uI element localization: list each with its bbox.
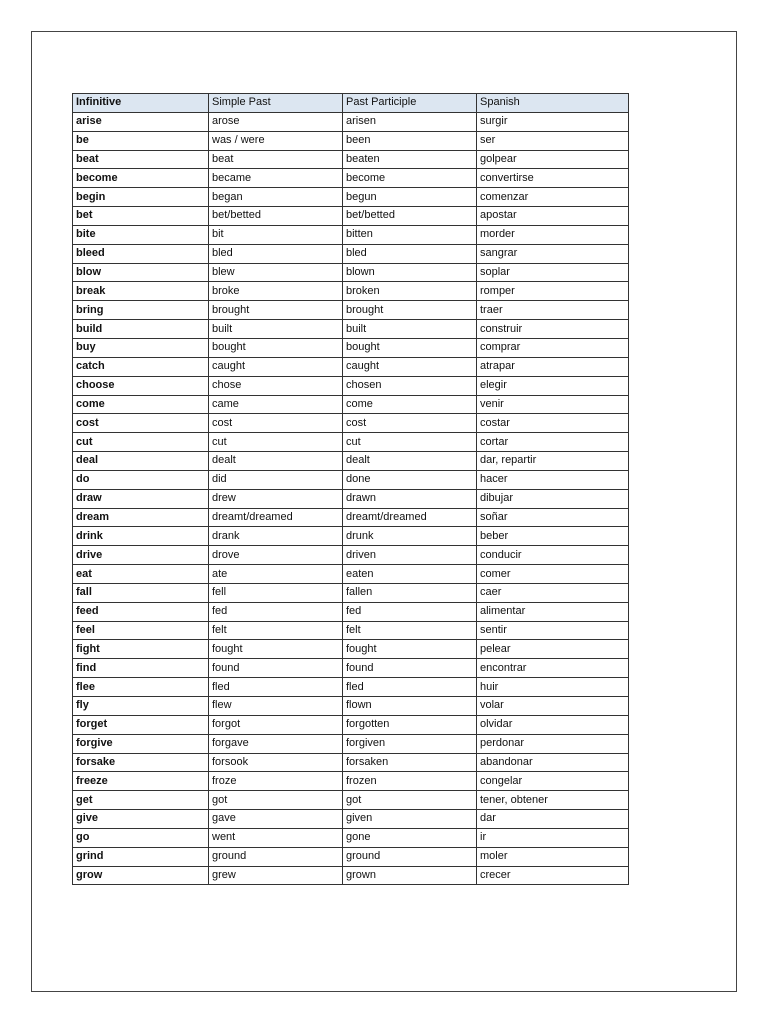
cell-infinitive: come (73, 395, 209, 414)
cell-spanish: sentir (477, 621, 629, 640)
cell-spanish: comenzar (477, 188, 629, 207)
cell-spanish: romper (477, 282, 629, 301)
table-row (73, 772, 629, 791)
table-row (73, 301, 629, 320)
cell-past-participle: grown (343, 866, 477, 885)
cell-past-participle: driven (343, 546, 477, 565)
cell-past-participle: felt (343, 621, 477, 640)
table-row (73, 131, 629, 150)
cell-spanish: conducir (477, 546, 629, 565)
table-row (73, 734, 629, 753)
document-page (31, 31, 737, 992)
table-row (73, 508, 629, 527)
cell-past-participle: bought (343, 338, 477, 357)
cell-spanish: beber (477, 527, 629, 546)
cell-spanish: sangrar (477, 244, 629, 263)
cell-past-participle: drawn (343, 489, 477, 508)
cell-spanish: abandonar (477, 753, 629, 772)
cell-spanish: tener, obtener (477, 791, 629, 810)
cell-spanish: golpear (477, 150, 629, 169)
cell-infinitive: bring (73, 301, 209, 320)
cell-simple-past: was / were (209, 131, 343, 150)
cell-simple-past: cost (209, 414, 343, 433)
cell-spanish: dar, repartir (477, 452, 629, 471)
cell-simple-past: fed (209, 602, 343, 621)
cell-infinitive: find (73, 659, 209, 678)
cell-simple-past: broke (209, 282, 343, 301)
cell-infinitive: drink (73, 527, 209, 546)
cell-infinitive: choose (73, 376, 209, 395)
cell-simple-past: felt (209, 621, 343, 640)
cell-simple-past: forgot (209, 715, 343, 734)
cell-simple-past: forgave (209, 734, 343, 753)
table-row (73, 753, 629, 772)
cell-infinitive: cost (73, 414, 209, 433)
table-row (73, 338, 629, 357)
cell-infinitive: dream (73, 508, 209, 527)
table-row (73, 150, 629, 169)
cell-past-participle: dreamt/dreamed (343, 508, 477, 527)
cell-simple-past: went (209, 828, 343, 847)
cell-past-participle: blown (343, 263, 477, 282)
cell-infinitive: grow (73, 866, 209, 885)
table-row (73, 602, 629, 621)
cell-past-participle: fed (343, 602, 477, 621)
cell-past-participle: done (343, 470, 477, 489)
cell-past-participle: found (343, 659, 477, 678)
table-row (73, 376, 629, 395)
irregular-verbs-table (72, 93, 629, 885)
cell-infinitive: forget (73, 715, 209, 734)
cell-spanish: elegir (477, 376, 629, 395)
table-row (73, 169, 629, 188)
table-header-row (73, 94, 629, 113)
cell-infinitive: catch (73, 357, 209, 376)
cell-infinitive: be (73, 131, 209, 150)
cell-spanish: dibujar (477, 489, 629, 508)
cell-past-participle: begun (343, 188, 477, 207)
cell-spanish: costar (477, 414, 629, 433)
cell-past-participle: come (343, 395, 477, 414)
cell-simple-past: brought (209, 301, 343, 320)
cell-infinitive: buy (73, 338, 209, 357)
cell-infinitive: break (73, 282, 209, 301)
cell-simple-past: froze (209, 772, 343, 791)
cell-past-participle: drunk (343, 527, 477, 546)
cell-spanish: traer (477, 301, 629, 320)
cell-spanish: olvidar (477, 715, 629, 734)
cell-infinitive: go (73, 828, 209, 847)
cell-simple-past: drank (209, 527, 343, 546)
cell-past-participle: become (343, 169, 477, 188)
cell-infinitive: feel (73, 621, 209, 640)
cell-spanish: ser (477, 131, 629, 150)
cell-past-participle: brought (343, 301, 477, 320)
cell-infinitive: give (73, 810, 209, 829)
table-row (73, 565, 629, 584)
cell-past-participle: cut (343, 433, 477, 452)
cell-spanish: moler (477, 847, 629, 866)
table-row (73, 546, 629, 565)
cell-past-participle: forgotten (343, 715, 477, 734)
cell-infinitive: do (73, 470, 209, 489)
cell-infinitive: fly (73, 697, 209, 716)
cell-past-participle: chosen (343, 376, 477, 395)
cell-spanish: alimentar (477, 602, 629, 621)
cell-spanish: venir (477, 395, 629, 414)
cell-infinitive: arise (73, 112, 209, 131)
table-row (73, 188, 629, 207)
cell-past-participle: forgiven (343, 734, 477, 753)
cell-simple-past: cut (209, 433, 343, 452)
cell-spanish: ir (477, 828, 629, 847)
table-row (73, 357, 629, 376)
cell-past-participle: bled (343, 244, 477, 263)
cell-spanish: pelear (477, 640, 629, 659)
table-row (73, 866, 629, 885)
table-row (73, 810, 629, 829)
cell-spanish: soñar (477, 508, 629, 527)
cell-simple-past: flew (209, 697, 343, 716)
cell-simple-past: chose (209, 376, 343, 395)
table-row (73, 470, 629, 489)
cell-infinitive: drive (73, 546, 209, 565)
cell-past-participle: frozen (343, 772, 477, 791)
cell-spanish: surgir (477, 112, 629, 131)
cell-simple-past: bet/betted (209, 207, 343, 226)
cell-infinitive: bleed (73, 244, 209, 263)
cell-infinitive: bite (73, 225, 209, 244)
cell-spanish: congelar (477, 772, 629, 791)
table-row (73, 433, 629, 452)
cell-spanish: apostar (477, 207, 629, 226)
cell-simple-past: drove (209, 546, 343, 565)
cell-infinitive: cut (73, 433, 209, 452)
table-row (73, 697, 629, 716)
table-row (73, 207, 629, 226)
cell-past-participle: fled (343, 678, 477, 697)
cell-spanish: cortar (477, 433, 629, 452)
cell-spanish: volar (477, 697, 629, 716)
cell-infinitive: become (73, 169, 209, 188)
table-row (73, 395, 629, 414)
table-row (73, 489, 629, 508)
cell-simple-past: fell (209, 583, 343, 602)
cell-simple-past: bit (209, 225, 343, 244)
cell-spanish: convertirse (477, 169, 629, 188)
cell-spanish: comprar (477, 338, 629, 357)
cell-spanish: huir (477, 678, 629, 697)
cell-infinitive: flee (73, 678, 209, 697)
table-body (73, 112, 629, 885)
cell-spanish: crecer (477, 866, 629, 885)
cell-infinitive: fall (73, 583, 209, 602)
cell-simple-past: fought (209, 640, 343, 659)
cell-past-participle: ground (343, 847, 477, 866)
cell-infinitive: get (73, 791, 209, 810)
cell-simple-past: dreamt/dreamed (209, 508, 343, 527)
cell-spanish: morder (477, 225, 629, 244)
table-row (73, 847, 629, 866)
table-row (73, 282, 629, 301)
cell-infinitive: feed (73, 602, 209, 621)
cell-simple-past: drew (209, 489, 343, 508)
cell-past-participle: built (343, 320, 477, 339)
cell-spanish: perdonar (477, 734, 629, 753)
cell-simple-past: ground (209, 847, 343, 866)
cell-simple-past: grew (209, 866, 343, 885)
cell-simple-past: ate (209, 565, 343, 584)
table-row (73, 659, 629, 678)
table-row (73, 828, 629, 847)
cell-past-participle: bet/betted (343, 207, 477, 226)
table-row (73, 112, 629, 131)
table-row (73, 583, 629, 602)
header-spanish: Spanish (477, 94, 629, 113)
cell-simple-past: arose (209, 112, 343, 131)
cell-spanish: comer (477, 565, 629, 584)
cell-past-participle: given (343, 810, 477, 829)
cell-spanish: hacer (477, 470, 629, 489)
cell-past-participle: fought (343, 640, 477, 659)
cell-past-participle: cost (343, 414, 477, 433)
table-row (73, 320, 629, 339)
cell-infinitive: beat (73, 150, 209, 169)
cell-simple-past: built (209, 320, 343, 339)
table-row (73, 263, 629, 282)
header-past-participle: Past Participle (343, 94, 477, 113)
table-row (73, 225, 629, 244)
cell-past-participle: flown (343, 697, 477, 716)
cell-past-participle: fallen (343, 583, 477, 602)
cell-past-participle: got (343, 791, 477, 810)
cell-spanish: construir (477, 320, 629, 339)
cell-simple-past: became (209, 169, 343, 188)
cell-past-participle: been (343, 131, 477, 150)
cell-simple-past: blew (209, 263, 343, 282)
cell-spanish: caer (477, 583, 629, 602)
cell-simple-past: got (209, 791, 343, 810)
cell-infinitive: draw (73, 489, 209, 508)
table-row (73, 527, 629, 546)
cell-past-participle: forsaken (343, 753, 477, 772)
cell-spanish: encontrar (477, 659, 629, 678)
cell-spanish: dar (477, 810, 629, 829)
cell-past-participle: arisen (343, 112, 477, 131)
cell-simple-past: caught (209, 357, 343, 376)
cell-simple-past: bought (209, 338, 343, 357)
cell-infinitive: grind (73, 847, 209, 866)
cell-simple-past: fled (209, 678, 343, 697)
cell-simple-past: came (209, 395, 343, 414)
cell-simple-past: forsook (209, 753, 343, 772)
cell-simple-past: beat (209, 150, 343, 169)
cell-past-participle: eaten (343, 565, 477, 584)
cell-infinitive: eat (73, 565, 209, 584)
cell-past-participle: caught (343, 357, 477, 376)
table-row (73, 678, 629, 697)
cell-simple-past: gave (209, 810, 343, 829)
cell-infinitive: begin (73, 188, 209, 207)
cell-infinitive: blow (73, 263, 209, 282)
cell-past-participle: beaten (343, 150, 477, 169)
table-row (73, 621, 629, 640)
cell-infinitive: bet (73, 207, 209, 226)
cell-simple-past: found (209, 659, 343, 678)
cell-spanish: atrapar (477, 357, 629, 376)
cell-past-participle: broken (343, 282, 477, 301)
cell-simple-past: dealt (209, 452, 343, 471)
cell-infinitive: forsake (73, 753, 209, 772)
table-row (73, 715, 629, 734)
cell-simple-past: began (209, 188, 343, 207)
cell-spanish: soplar (477, 263, 629, 282)
cell-past-participle: dealt (343, 452, 477, 471)
cell-infinitive: build (73, 320, 209, 339)
cell-infinitive: deal (73, 452, 209, 471)
cell-simple-past: bled (209, 244, 343, 263)
cell-simple-past: did (209, 470, 343, 489)
cell-infinitive: forgive (73, 734, 209, 753)
cell-past-participle: gone (343, 828, 477, 847)
cell-infinitive: fight (73, 640, 209, 659)
table-row (73, 414, 629, 433)
table-row (73, 452, 629, 471)
cell-infinitive: freeze (73, 772, 209, 791)
table-row (73, 244, 629, 263)
cell-past-participle: bitten (343, 225, 477, 244)
table-row (73, 640, 629, 659)
header-infinitive: Infinitive (73, 94, 209, 113)
header-simple-past: Simple Past (209, 94, 343, 113)
table-row (73, 791, 629, 810)
